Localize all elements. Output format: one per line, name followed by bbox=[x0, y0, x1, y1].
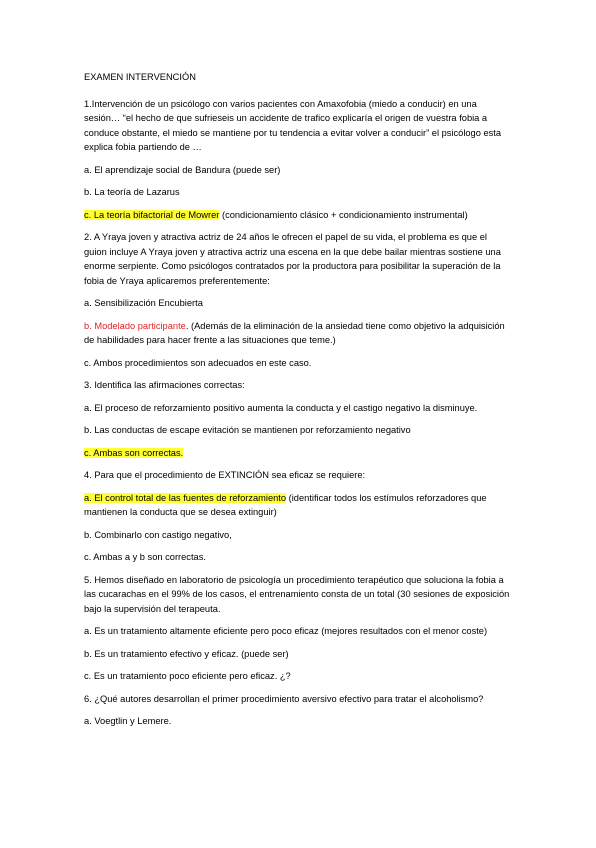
highlighted-answer: a. El control total de las fuentes de reforzamiento bbox=[84, 492, 287, 503]
highlighted-answer: c. Ambas son correctas. bbox=[84, 447, 184, 458]
question-2-option-b bbox=[84, 319, 510, 348]
question-3-option-c bbox=[84, 446, 510, 461]
question-3-option-b: b. Las conductas de escape evitación se mantienen por reforzamiento negativo bbox=[84, 425, 411, 435]
red-answer: b. Modelado participante bbox=[84, 320, 186, 331]
answer-explanation: (condicionamiento clásico + condicionamiento instrumental) bbox=[219, 209, 468, 220]
answer-explanation: . (Además de la eliminación de la ansiedad tiene como objetivo la adquisición de habilidades para hacer frente a las situaciones que teme.) bbox=[84, 320, 505, 345]
question-6-option-a: a. Voegtlin y Lemere. bbox=[84, 716, 172, 726]
question-2-option-a: a. Sensibilización Encubierta bbox=[84, 298, 203, 308]
question-3-option-a: a. El proceso de reforzamiento positivo aumenta la conducta y el castigo negativo la disminuye. bbox=[84, 402, 478, 413]
question-4-option-b: b. Combinarlo con castigo negativo, bbox=[84, 529, 232, 540]
question-1-option-a: a. El aprendizaje social de Bandura (puede ser) bbox=[84, 164, 281, 175]
question-4-option-c: c. Ambas a y b son correctas. bbox=[84, 552, 206, 562]
question-3-text: 3. Identifica las afirmaciones correctas: bbox=[84, 380, 245, 390]
answer-explanation: (identificar todos los estímulos reforzadores que mantienen la conducta que se desea extinguir) bbox=[84, 492, 487, 517]
question-5-option-a: a. Es un tratamiento altamente eficiente pero poco eficaz (mejores resultados con el menor coste) bbox=[84, 626, 488, 636]
question-5-text: 5. Hemos diseñado en laboratorio de psicología un procedimiento terapéutico que soluciona la fobia a las cucarachas en el 99% de los casos, el entrenamiento consta de un total (30 sesiones de exposición bajo la supervisión del terapeuta. bbox=[84, 574, 510, 614]
question-2-option-c: c. Ambos procedimientos son adecuados en este caso. bbox=[84, 357, 312, 368]
question-4-text: 4. Para que el procedimiento de EXTINCIÓN sea eficaz se requiere: bbox=[84, 470, 366, 480]
question-4-option-a bbox=[84, 491, 510, 520]
question-1-option-c bbox=[84, 208, 510, 223]
question-1-option-b: b. La teoría de Lazarus bbox=[84, 187, 180, 197]
question-2-text: 2. A Yraya joven y atractiva actriz de 24 años le ofrecen el papel de su vida, el problema es que el guion incluye A Yraya joven y atractiva actriz una escena en la que debe bailar mientras sostiene una enorme serpiente. Como psicólogos contratados por la productora para posibilitar la superación de la fobia de Yraya aplicaremos preferentemente: bbox=[84, 232, 501, 286]
question-5-option-c: c. Es un tratamiento poco eficiente pero eficaz. ¿? bbox=[84, 671, 291, 681]
question-1-text: 1.Intervención de un psicólogo con varios pacientes con Amaxofobia (miedo a conducir) en una sesión… “el hecho de que sufrieseis un accidente de trafico explicaría el origen de vuestra fobia a conduce obstante, el miedo se mantiene por tu tendencia a evitar volver a conducir” el psicólogo esta explica fobia partiendo de … bbox=[84, 98, 502, 152]
page-title: EXAMEN INTERVENCIÓN bbox=[84, 72, 196, 82]
highlighted-answer: c. La teoría bifactorial de Mowrer bbox=[84, 209, 220, 220]
question-5-option-b: b. Es un tratamiento efectivo y eficaz. (puede ser) bbox=[84, 648, 289, 659]
question-6-text: 6. ¿Qué autores desarrollan el primer procedimiento aversivo efectivo para tratar el alcoholismo? bbox=[84, 693, 484, 704]
